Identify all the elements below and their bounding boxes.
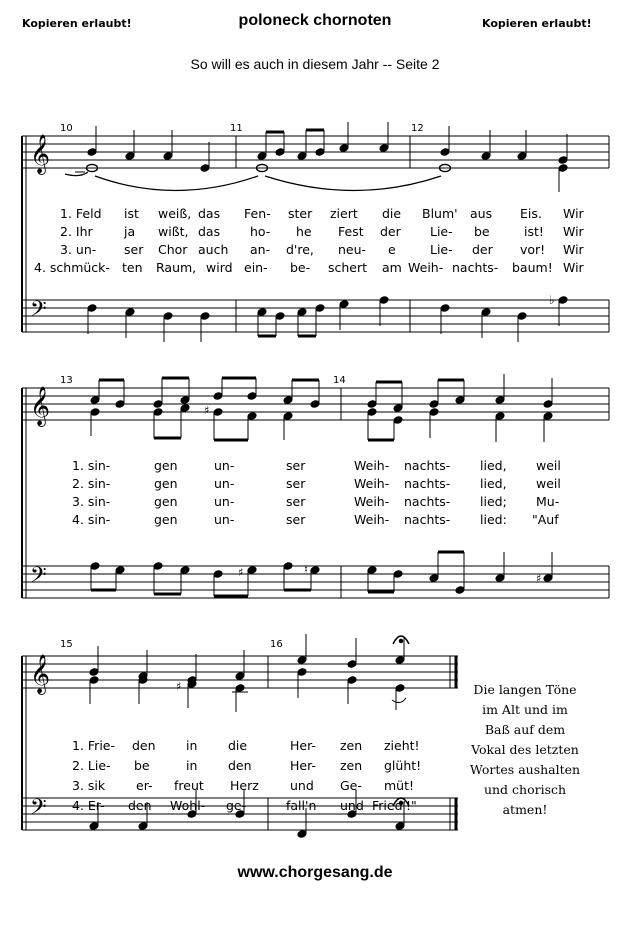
verse-line: 2. Lie- be in den Her- zen glüht! bbox=[72, 758, 422, 773]
verse-line: 4. sin- gen un- ser Weih- nachts- lied: "Auf bbox=[72, 512, 559, 527]
verse-line: 3. sik er- freut Herz und Ge- müt! bbox=[72, 778, 415, 793]
sharp-icon: ♯ bbox=[204, 404, 210, 417]
sharp-icon: ♯ bbox=[238, 566, 244, 579]
bass-clef-icon: 𝄢 bbox=[30, 795, 47, 825]
treble-clef-icon: 𝄞 bbox=[30, 386, 51, 426]
verse-line: 3. un- ser Chor auch an- d're, neu- e Lie- der vor! Wir bbox=[60, 242, 584, 257]
performance-note: Die langen Töne im Alt und im Baß auf dem Vokal des letzten Wortes aushalten und chorisch atmen! bbox=[469, 682, 581, 817]
measure-number: 11 bbox=[230, 123, 243, 134]
copy-allowed-right: Kopieren erlaubt! bbox=[482, 17, 592, 30]
verse-line: 1. sin- gen un- ser Weih- nachts- lied, weil bbox=[72, 458, 561, 473]
verse-line: 3. sin- gen un- ser Weih- nachts- lied; Mu- bbox=[72, 494, 560, 509]
verse-line: 1. Frie- den in die Her- zen zieht! bbox=[72, 738, 420, 753]
footer-website: www.chorgesang.de bbox=[237, 864, 393, 881]
verse-line: 2. Ihr ja wißt, das ho- he Fest der Lie- be ist! Wir bbox=[60, 224, 584, 239]
song-subtitle: So will es auch in diesem Jahr -- Seite 2 bbox=[190, 56, 440, 72]
sharp-icon: ♯ bbox=[176, 680, 182, 693]
measure-number: 13 bbox=[60, 375, 73, 386]
verse-line: 1. Feld ist weiß, das Fen- ster ziert die Blum' aus Eis. Wir bbox=[60, 206, 584, 221]
bass-clef-icon: 𝄢 bbox=[30, 563, 47, 593]
measure-number: 10 bbox=[60, 123, 73, 134]
page-title: poloneck chornoten bbox=[238, 12, 392, 29]
measure-number: 15 bbox=[60, 639, 73, 650]
treble-clef-icon: 𝄞 bbox=[30, 654, 51, 694]
sharp-icon: ♯ bbox=[536, 572, 542, 585]
measure-number: 12 bbox=[411, 123, 424, 134]
natural-icon: ♮ bbox=[304, 563, 308, 576]
verse-line: 4. Er- den Wohl- ge- fall'n und Fried'!" bbox=[72, 798, 417, 813]
verse-line: 2. sin- gen un- ser Weih- nachts- lied, weil bbox=[72, 476, 561, 491]
copy-allowed-left: Kopieren erlaubt! bbox=[22, 17, 132, 30]
measure-number: 16 bbox=[270, 639, 283, 650]
verse-line: 4. schmück- ten Raum, wird ein- be- schert am Weih- nachts- baum! Wir bbox=[34, 260, 584, 275]
flat-icon: ♭ bbox=[549, 293, 555, 307]
bass-clef-icon: 𝄢 bbox=[30, 297, 47, 327]
measure-number: 14 bbox=[333, 375, 346, 386]
treble-clef-icon: 𝄞 bbox=[30, 134, 51, 174]
